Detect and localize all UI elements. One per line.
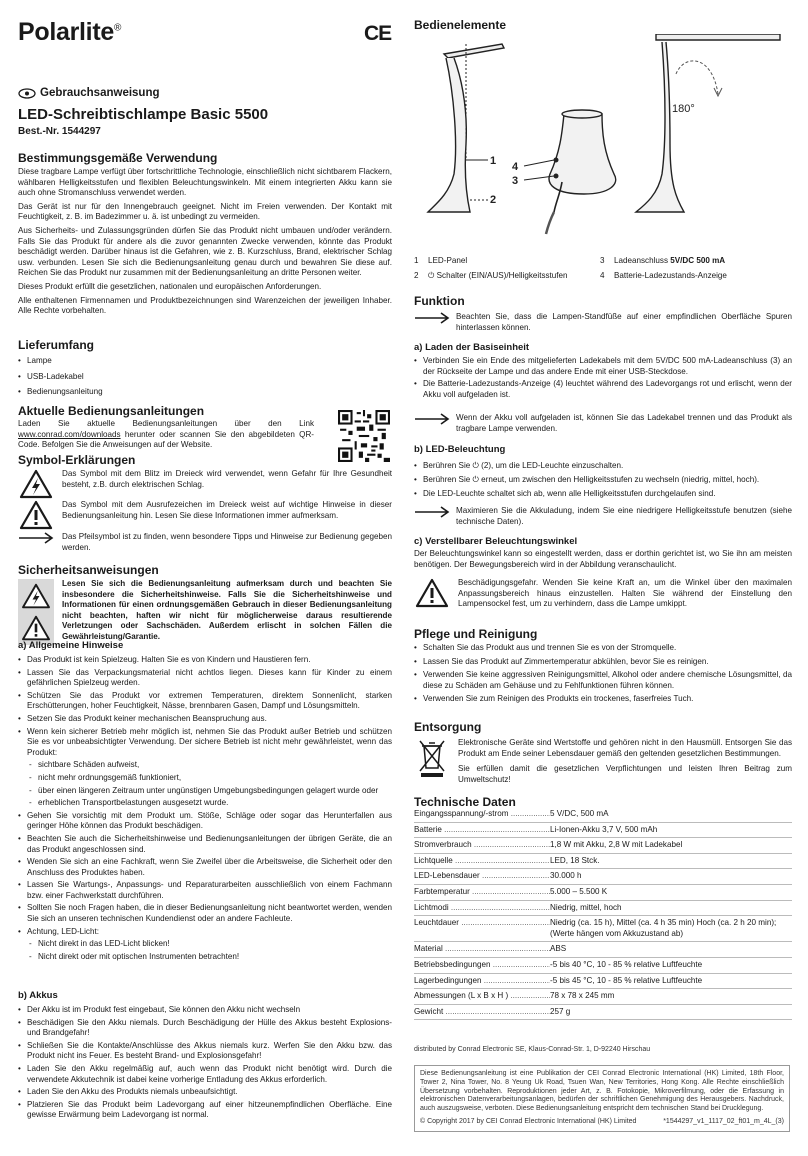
list-item: • Verbinden Sie ein Ende des mitgelieferten Ladekabels mit dem 5V/DC 500 mA-Ladeanschluss (3) an der Rückseite der Lampe und das andere Ende mit einer USB-Steckdose.: [414, 356, 792, 377]
list-item: • Beachten Sie auch die Sicherheitshinweise und Bedienungsanleitungen der übrigen Geräte, die an das Produkt angeschlossen sind.: [18, 834, 392, 855]
exclamation-warning-icon: [19, 500, 53, 530]
list-item: • Berühren Sie ⏻ erneut, um zwischen den Helligkeitsstufen zu wechseln (niedrig, mittel, hoch).: [414, 473, 792, 487]
symbol-exclamation: Das Symbol mit dem Ausrufezeichen im Dreieck weist auf wichtige Hinweise in dieser Bedienungsanleitung hin. Lesen Sie diese Informationen immer aufmerksam.: [18, 500, 392, 530]
manual-download: Laden Sie aktuelle Bedienungsanleitungen über den Link www.conrad.com/downloads herunter oder scannen Sie den abgebildeten QR-Code. Befolgen Sie die Anweisungen auf der Website.: [18, 419, 314, 450]
arrow-right-icon: [414, 312, 450, 324]
subsection-title: c) Verstellbarer Beleuchtungswinkel: [414, 536, 578, 547]
lamp-rotation-view: [636, 34, 780, 212]
callout-3: 3: [512, 175, 519, 187]
subsection-title: b) LED-Beleuchtung: [414, 444, 506, 455]
angle-text: Der Beleuchtungswinkel kann so eingestellt werden, dass er dorthin gerichtet ist, wo Sie ihn am meisten benötigen. Der Bewegungsbereich wird in der Abbildung veranschaulicht.: [414, 549, 792, 569]
list-subitem: - über einen längeren Zeitraum unter ungünstigen Umgebungsbedingungen gelagert wurde oder: [18, 786, 392, 797]
spec-row: Lichtquelle ..... LED, 18 Stck.: [414, 854, 792, 870]
imprint-box: Diese Bedienungsanleitung ist eine Publikation der CEI Conrad Electronic International (HK) Limited, 18th Floor, Tower 2, Nina Tower, No. 8 Yeung Uk Road, Tsuen Wan, New Territories, Hong Kong. Alle Rechte einschließlich Übersetzung vorbehalten. Reproduktionen jeder Art, z. B. Fotokopie, Mikroverfilmung, oder die Erfassung in elektronischen Datenverarbeitungsanlagen, bedürfen der schriftlichen Genehmigung des Herausgebers. Nachdruck, auch auszugsweise, verboten. Diese Bedienungsanleitung entspricht dem technischen Stand bei Drucklegung. © Copyright 2017 by CEI Conrad Electronic International (HK) Limited *1544297_v1_1117_02_ft01_m_4L_(3): [414, 1065, 790, 1132]
section-title: Bestimmungsgemäße Verwendung: [18, 151, 218, 165]
copyright: © Copyright 2017 by CEI Conrad Electronic International (HK) Limited: [420, 1117, 637, 1125]
tip-surface: Beachten Sie, dass die Lampen-Standfüße auf einer empfindlichen Oberfläche Spuren hinterlassen können.: [414, 312, 792, 333]
symbol-arrow: Das Pfeilsymbol ist zu finden, wenn besondere Tipps und Hinweise zur Bedienung gegeben werden.: [18, 532, 392, 553]
lightning-warning-icon: [21, 583, 51, 609]
power-icon: ⏻: [428, 271, 437, 280]
lamp-diagram: [414, 34, 792, 244]
tip-battery: Maximieren Sie die Akkuladung, indem Sie eine niedrigere Helligkeitsstufe benutzen (siehe technische Daten).: [414, 506, 792, 527]
list-subitem: - erheblichen Transportbelastungen ausgesetzt wurde.: [18, 798, 392, 809]
spec-row: Leuchtdauer ..... Niedrig (ca. 15 h), Mittel (ca. 4 h 35 min) Hoch (ca. 2 h 20 min); (Werte hängen vom Akkuzustand ab): [414, 916, 792, 942]
list-item: • Schützen Sie das Produkt vor extremen Temperaturen, direktem Sonnenlicht, starken Erschütterungen, hoher Feuchtigkeit, Nässe, brennbaren Gasen, Dampf und Lösungsmitteln.: [18, 691, 392, 712]
list-item: • Verwenden Sie keine aggressiven Reinigungsmittel, Alkohol oder andere chemische Lösungsmittel, da diese zu Schäden am Gehäuse und zu Fehlfunktionen führen können.: [414, 670, 792, 691]
legend-row: 1 LED-Panel 3 Ladeanschluss 5V/DC 500 mA: [414, 256, 726, 265]
list-subitem: - Nicht direkt in das LED-Licht blicken!: [18, 939, 392, 950]
tip-charging: Wenn der Akku voll aufgeladen ist, können Sie das Ladekabel trennen und das Produkt als tragbare Lampe verwenden.: [414, 413, 792, 434]
spec-row: Batterie ..... Li-Ionen-Akku 3,7 V, 500 mAh: [414, 823, 792, 839]
section-title: Symbol-Erklärungen: [18, 453, 136, 467]
spec-row: Farbtemperatur ..... 5.000 – 5.500 K: [414, 885, 792, 901]
intended-use: Diese tragbare Lampe verfügt über fortschrittliche Technologie, einschließlich nicht sichtbarem Flackern, wählbaren Helligkeitsstufen und flexiblen Beleuchtungswinkeln. Mit einem integrierten Akku kann sie auch ohne Stromanschluss verwendet werden. Das Gerät ist nur für den Innengebrauch geeignet. Nicht im Freien verwenden. Der Kontakt mit Feuchtigkeit, z. B. im Badezimmer u. ä. ist unbedingt zu vermeiden. Aus Sicherheits- und Zulassungsgründen dürfen Sie das Produkt nicht umbauen und/oder verändern. Falls Sie das Produkt für andere als die zuvor genannten Zwecke verwenden, könnte das Produkt beschädigt werden. Darüber hinaus ist die Gefahren, wie z. B. Kurzschluss, Brand, elektrischer Schlag usw. verbunden. Lesen Sie sich die Bedienungsanleitung genau durch und bewahren Sie diese auf. Reichen Sie das Produkt nur zusammen mit der Bedienungsanleitung an dritte Personen weiter. Dieses Produkt erfüllt die gesetzlichen, nationalen und europäischen Anforderungen. Alle enthaltenen Firmennamen und Produktbezeichnungen sind Warenzeichen der jeweiligen Inhaber. Alle Rechte vorbehalten.: [18, 167, 392, 316]
spec-row: LED-Lebensdauer ..... 30.000 h: [414, 869, 792, 885]
care-list: [414, 643, 792, 705]
tech-specs-table: [414, 807, 792, 1020]
list-item: • Verwenden Sie zum Reinigen des Produkts ein trockenes, faserfreies Tuch.: [414, 694, 792, 705]
safety-intro: Lesen Sie sich die Bedienungsanleitung aufmerksam durch und beachten Sie insbesondere die Sicherheitshinweise. Falls Sie die Sicherheitshinweise und Informationen für einen ordnungsgemäßen Gebrauch in dieser Bedienungsanleitung nicht beachten, haften wir nicht für möglicherweise daraus resultierende Verletzungen oder Sachschäden. Außerdem erlischt in solchen Fällen die Gewährleistung/Garantie.: [18, 579, 392, 645]
weee-bin-icon: [417, 738, 447, 778]
controls-legend: [414, 256, 792, 287]
list-item: • Gehen Sie vorsichtig mit dem Produkt um. Stöße, Schläge oder sogar das Herunterfallen aus geringer Höhe können das Produkt beschädigen.: [18, 811, 392, 832]
list-item: • Die Batterie-Ladezustands-Anzeige (4) leuchtet während des Ladevorgangs rot und erlischt, wenn der Akku voll aufgeladen ist.: [414, 379, 792, 400]
spec-row: Material ..... ABS: [414, 942, 792, 958]
spec-row: Abmessungen (L x B x H ) ..... 78 x 78 x 245 mm: [414, 989, 792, 1005]
general-notes: [18, 655, 392, 962]
symbol-lightning: Das Symbol mit dem Blitz im Dreieck wird verwendet, wenn Gefahr für Ihre Gesundheit besteht, z.B. durch elektrischen Schlag.: [18, 469, 392, 499]
list-item: • Der Akku ist im Produkt fest eingebaut, Sie können den Akku nicht wechseln: [18, 1005, 392, 1016]
rotation-angle: 180°: [672, 103, 695, 115]
list-item: • Das Produkt ist kein Spielzeug. Halten Sie es von Kindern und Haustieren fern.: [18, 655, 392, 666]
subsection-title: b) Akkus: [18, 990, 58, 1001]
subsection-title: a) Laden der Basiseinheit: [414, 342, 530, 353]
eye-icon: [18, 88, 36, 99]
spec-row: Gewicht ..... 257 g: [414, 1005, 792, 1021]
section-title: Pflege und Reinigung: [414, 627, 538, 641]
ce-mark: CE: [364, 22, 392, 45]
section-title: Bedienelemente: [414, 18, 507, 32]
spec-row: Stromverbrauch ..... 1,8 W mit Akku, 2,8 W mit Ladekabel: [414, 838, 792, 854]
lightning-warning-icon: [19, 469, 53, 499]
list-subitem: - sichtbare Schäden aufweist,: [18, 760, 392, 771]
spec-row: Eingangsspannung/-strom ..... 5 V/DC, 500 mA: [414, 807, 792, 823]
callout-1: 1: [490, 155, 497, 167]
list-item: • Laden Sie den Akku des Produkts niemals unbeaufsichtigt.: [18, 1087, 392, 1098]
list-item: • USB-Ladekabel: [18, 369, 392, 385]
list-item: • Lassen Sie das Produkt auf Zimmertemperatur abkühlen, bevor Sie es reinigen.: [414, 657, 792, 668]
charging-list: [414, 356, 792, 400]
angle-warning: Beschädigungsgefahr. Wenden Sie keine Kraft an, um die Winkel über den maximalen Anpassungsbereich hinaus einzustellen. Halten Sie während der Einstellung den Lampensockel fest, um zu verhindern, dass die Lampe umkippt.: [414, 578, 792, 610]
list-subitem: - Nicht direkt oder mit optischen Instrumenten betrachten!: [18, 952, 392, 963]
list-item: • Bedienungsanleitung: [18, 384, 392, 400]
subsection-title: a) Allgemeine Hinweise: [18, 640, 124, 651]
list-subitem: - nicht mehr ordnungsgemäß funktioniert,: [18, 773, 392, 784]
list-item: • Lampe: [18, 353, 392, 369]
callout-2: 2: [490, 194, 497, 206]
spec-row: Lichtmodi ..... Niedrig, mittel, hoch: [414, 901, 792, 917]
section-title: Aktuelle Bedienungsanleitungen: [18, 404, 205, 418]
list-item: • Berühren Sie ⏻ (2), um die LED-Leuchte einzuschalten.: [414, 459, 792, 473]
arrow-right-icon: [414, 413, 450, 425]
led-list: [414, 459, 792, 501]
legend-row: 2 ⏻ Schalter (EIN/AUS)/Helligkeitsstufen 4 Batterie-Ladezustands-Anzeige: [414, 271, 727, 280]
order-number: Best.-Nr. 1544297: [18, 126, 101, 137]
section-title: Sicherheitsanweisungen: [18, 563, 159, 577]
section-title: Technische Daten: [414, 795, 516, 809]
list-item: • Beschädigen Sie den Akku niemals. Durch Beschädigung der Hülle des Akkus besteht Explosions- und Brandgefahr!: [18, 1018, 392, 1039]
exclamation-warning-icon: [415, 578, 449, 608]
spec-row: Lagerbedingungen ..... -5 bis 45 °C, 10 - 85 % relative Luftfeuchte: [414, 974, 792, 990]
arrow-right-icon: [18, 532, 54, 544]
list-item: • Die LED-Leuchte schaltet sich ab, wenn alle Helligkeitsstufen durchgelaufen sind.: [414, 487, 792, 501]
arrow-right-icon: [414, 506, 450, 518]
distributor-note: distributed by Conrad Electronic SE, Klaus-Conrad-Str. 1, D-92240 Hirschau: [414, 1046, 651, 1053]
list-item: • Wenden Sie sich an eine Fachkraft, wenn Sie Zweifel über die Arbeitsweise, die Sicherheit oder den Anschluss des Produktes haben.: [18, 857, 392, 878]
spec-row: Betriebsbedingungen ..... -5 bis 40 °C, 10 - 85 % relative Luftfeuchte: [414, 958, 792, 974]
page-title: LED-Schreibtischlampe Basic 5500: [18, 106, 269, 123]
list-item: • Wenn kein sicherer Betrieb mehr möglich ist, nehmen Sie das Produkt außer Betrieb und schützen Sie es vor unbeabsichtigter Verwendung. Der sichere Betrieb ist nicht mehr gewährleistet, wenn das Produkt:: [18, 727, 392, 759]
list-item: • Lassen Sie Wartungs-, Anpassungs- und Reparaturarbeiten ausschließlich von einem Fachmann bzw. einer Fachwerkstatt durchführen.: [18, 880, 392, 901]
list-item: • Setzen Sie das Produkt keiner mechanischen Beanspruchung aus.: [18, 714, 392, 725]
doc-code: *1544297_v1_1117_02_ft01_m_4L_(3): [663, 1117, 784, 1125]
section-title: Funktion: [414, 294, 465, 308]
disposal: Elektronische Geräte sind Wertstoffe und gehören nicht in den Hausmüll. Entsorgen Sie das Produkt am Ende seiner Lebensdauer gemäß den geltenden gesetzlichen Bestimmungen. Sie erfüllen damit die gesetzlichen Verpflichtungen und leisten Ihren Beitrag zum Umweltschutz!: [414, 738, 792, 785]
delivery-list: [18, 353, 392, 400]
qr-code[interactable]: [338, 410, 390, 462]
battery-notes: [18, 1005, 392, 1121]
list-item: • Lassen Sie das Verpackungsmaterial nicht achtlos liegen. Dieses kann für Kinder zu einem gefährlichen Spielzeug werden.: [18, 668, 392, 689]
download-link[interactable]: www.conrad.com/downloads: [18, 429, 121, 439]
list-item: • Laden Sie den Akku regelmäßig auf, auch wenn das Produkt nicht benötigt wird. Durch die verwendete Akkutechnik ist dabei keine vorherige Entladung des Akkus erforderlich.: [18, 1064, 392, 1085]
list-item: • Sollten Sie noch Fragen haben, die in dieser Bedienungsanleitung nicht beantwortet werden, wenden Sie sich an unseren technischen Kundendienst oder an andere Fachleute.: [18, 903, 392, 924]
lamp-base-detail: [549, 110, 616, 194]
list-item: • Schließen Sie die Kontakte/Anschlüsse des Akkus niemals kurz. Werfen Sie den Akku bzw. das Produkt nicht ins Feuer. Es besteht Brand- und Explosionsgefahr!: [18, 1041, 392, 1062]
list-item: • Achtung, LED-Licht:: [18, 927, 392, 938]
section-title: Lieferumfang: [18, 338, 95, 352]
brand-logo: Polarlite®: [18, 18, 122, 46]
list-item: • Schalten Sie das Produkt aus und trennen Sie es von der Stromquelle.: [414, 643, 792, 654]
section-title: Entsorgung: [414, 720, 482, 734]
exclamation-warning-icon: [21, 615, 51, 641]
list-item: • Platzieren Sie das Produkt beim Ladevorgang auf einer hitzeunempfindlichen Oberfläche. Eine gewisse Erwärmung beim Ladevorgang ist normal.: [18, 1100, 392, 1121]
callout-4: 4: [512, 161, 519, 173]
doc-type: Gebrauchsanweisung: [18, 87, 160, 99]
